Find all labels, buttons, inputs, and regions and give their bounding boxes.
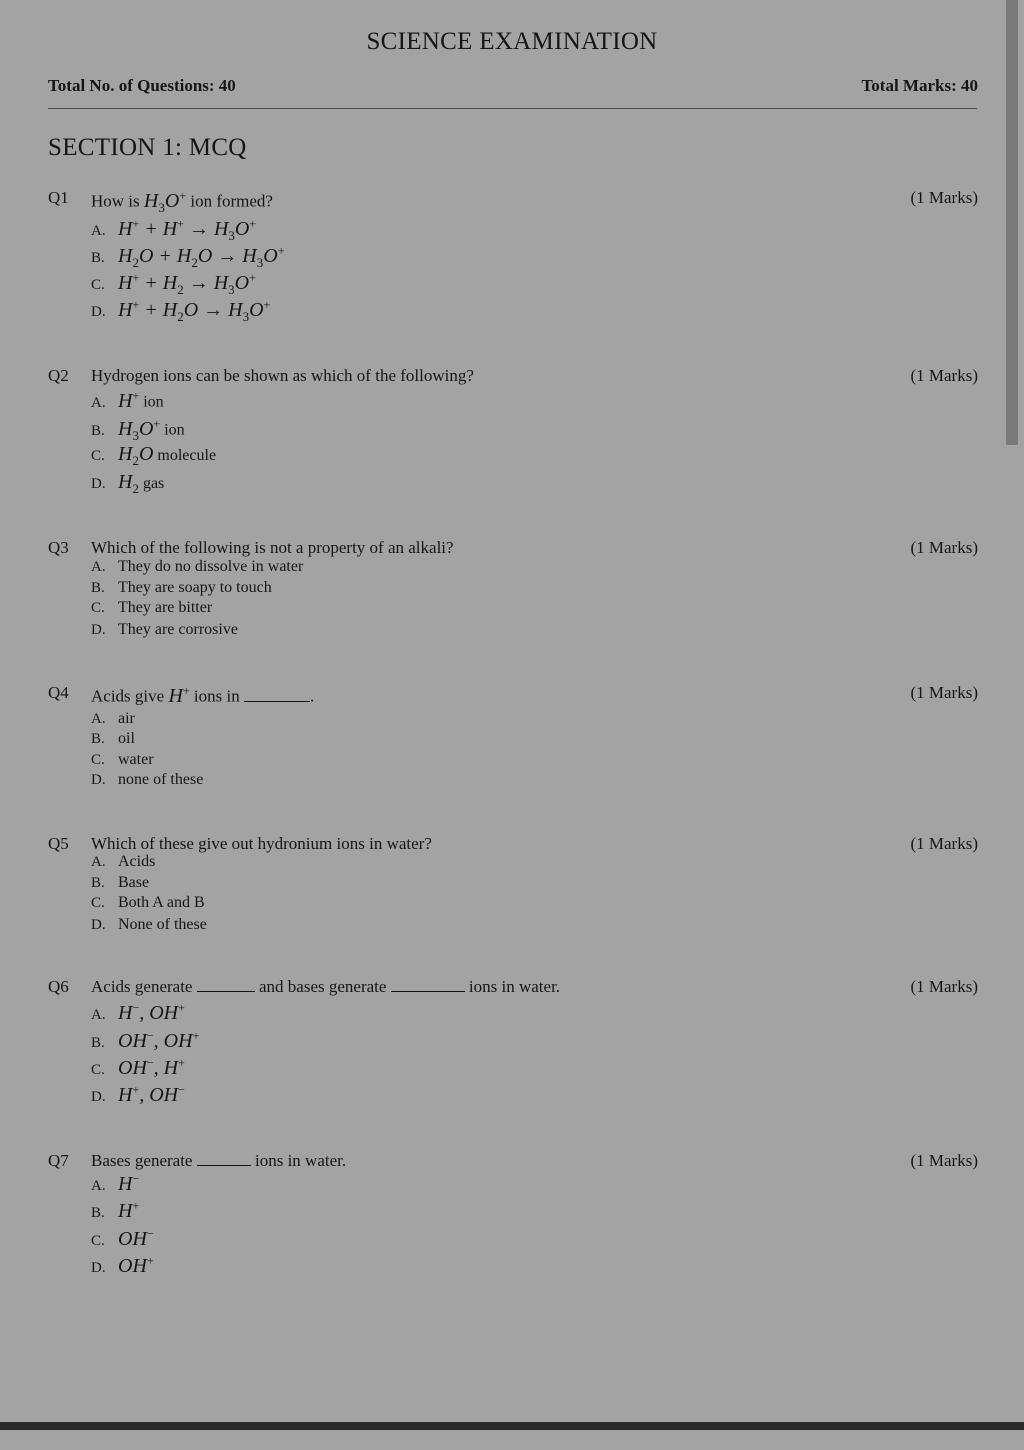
question-text: Bases generate ions in water. (91, 1151, 347, 1170)
option-b[interactable]: B. H+ (91, 1198, 140, 1222)
option-b[interactable]: B. $H_3O^+$ ion (91, 416, 185, 443)
option-d[interactable]: D. None of these (91, 916, 207, 933)
question-text: Acids generate and bases generate ions in water. (91, 977, 561, 996)
question-text: Acids give H+ ions in . (91, 683, 315, 707)
option-c[interactable]: C. They are bitter (91, 599, 213, 616)
question-number: Q3 (48, 538, 69, 557)
question-marks: (1 Marks) (910, 834, 978, 853)
option-d[interactable]: D. none of these (91, 771, 204, 788)
header-divider (48, 108, 977, 109)
option-a[interactable]: A. They do no dissolve in water (91, 558, 304, 575)
question-marks: (1 Marks) (910, 538, 978, 557)
option-d[interactable]: D. $H_2$ gas (91, 471, 165, 496)
option-a[interactable]: A. Acids (91, 853, 156, 870)
question-number: Q7 (48, 1151, 69, 1170)
question-number: Q5 (48, 834, 69, 853)
page-title: SCIENCE EXAMINATION (366, 28, 658, 55)
question-marks: (1 Marks) (910, 1151, 978, 1170)
option-c[interactable]: C. $H_2O$ molecule (91, 443, 217, 468)
question-marks: (1 Marks) (910, 188, 978, 207)
scrollbar[interactable] (1006, 0, 1018, 445)
option-a[interactable]: A. $H^+ + H^+ \to H_3O^+$ (91, 216, 257, 243)
question-text: Which of the following is not a property of an alkali? (91, 538, 454, 557)
option-c[interactable]: C. $H^+ + H_2 \to H_3O^+$ (91, 270, 256, 297)
total-questions: Total No. of Questions: 40 (48, 76, 236, 95)
option-b[interactable]: B. They are soapy to touch (91, 579, 272, 596)
question-number: Q1 (48, 188, 69, 207)
question-number: Q2 (48, 366, 69, 385)
bottom-border (0, 1422, 1024, 1430)
option-a[interactable]: A. H− (91, 1171, 140, 1195)
option-c[interactable]: C. Both A and B (91, 894, 205, 911)
option-c[interactable]: C. water (91, 751, 154, 768)
option-b[interactable]: B. oil (91, 730, 135, 747)
option-c[interactable]: C. OH− (91, 1226, 154, 1250)
question-number: Q4 (48, 683, 69, 702)
question-marks: (1 Marks) (910, 977, 978, 996)
option-d[interactable]: D. $H^+ + H_2O \to H_3O^+$ (91, 297, 271, 324)
question-text: Hydrogen ions can be shown as which of the following? (91, 366, 474, 385)
option-c[interactable]: C. OH−, H+ (91, 1055, 185, 1079)
total-marks: Total Marks: 40 (861, 76, 978, 95)
question-marks: (1 Marks) (910, 366, 978, 385)
option-a[interactable]: A. H−, OH+ (91, 1000, 185, 1024)
option-a[interactable]: A. H+ ion (91, 388, 164, 412)
question-text: How is $H_3O^+$ ion formed? (91, 188, 273, 215)
option-b[interactable]: B. Base (91, 874, 150, 891)
question-number: Q6 (48, 977, 69, 996)
option-b[interactable]: B. $H_2O + H_2O \to H_3O^+$ (91, 243, 285, 270)
option-b[interactable]: B. OH−, OH+ (91, 1028, 200, 1052)
section-heading: SECTION 1: MCQ (48, 134, 247, 161)
question-marks: (1 Marks) (910, 683, 978, 702)
option-d[interactable]: D. OH+ (91, 1253, 154, 1277)
question-text: Which of these give out hydronium ions in water? (91, 834, 432, 853)
option-d[interactable]: D. They are corrosive (91, 621, 238, 638)
option-d[interactable]: D. H+, OH− (91, 1082, 185, 1106)
option-a[interactable]: A. air (91, 710, 135, 727)
